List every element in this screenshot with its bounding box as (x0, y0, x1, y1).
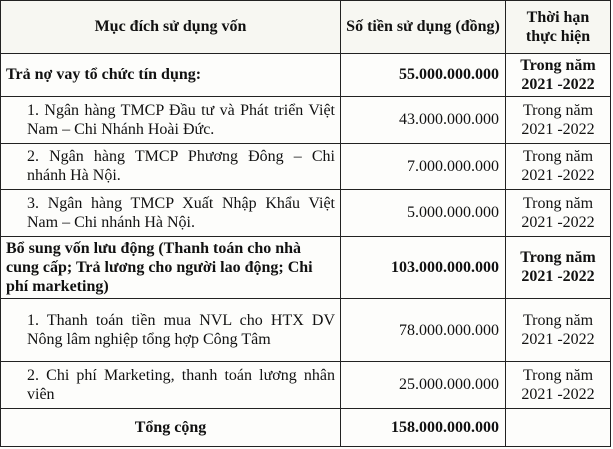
item-amount: 78.000.000.000 (341, 299, 506, 362)
item-label: 1. Thanh toán tiền mua NVL cho HTX DV Nông lâm nghiệp tổng hợp Công Tâm (1, 299, 341, 362)
item-period: Trong năm 2021 -2022 (506, 143, 611, 190)
header-purpose: Mục đích sử dụng vốn (1, 1, 341, 54)
total-amount: 158.000.000.000 (341, 408, 506, 447)
group-amount: 103.000.000.000 (341, 236, 506, 299)
total-label: Tổng cộng (1, 408, 341, 447)
group-period: Trong năm 2021 -2022 (506, 236, 611, 299)
table-row (1, 190, 611, 237)
group-title: Trả nợ vay tổ chức tín dụng: (1, 53, 341, 96)
table-row (1, 143, 611, 190)
item-amount: 43.000.000.000 (341, 97, 506, 144)
item-label: 2. Ngân hàng TMCP Phương Đông – Chi nhánh Hà Nội. (1, 143, 341, 190)
header-amount: Số tiền sử dụng (đồng) (341, 1, 506, 54)
group-amount: 55.000.000.000 (341, 53, 506, 96)
item-label: 3. Ngân hàng TMCP Xuất Nhập Khẩu Việt Nam – Chi nhánh Hà Nội. (1, 190, 341, 237)
table-row (1, 97, 611, 144)
item-amount: 5.000.000.000 (341, 190, 506, 237)
item-period: Trong năm 2021 -2022 (506, 299, 611, 362)
group-period: Trong năm 2021 -2022 (506, 53, 611, 96)
total-row (1, 408, 611, 447)
item-label: 1. Ngân hàng TMCP Đầu tư và Phát triển Việt Nam – Chi Nhánh Hoài Đức. (1, 97, 341, 144)
table-row (1, 361, 611, 408)
item-amount: 25.000.000.000 (341, 361, 506, 408)
header-period: Thời hạn thực hiện (506, 1, 611, 54)
group-title: Bổ sung vốn lưu động (Thanh toán cho nhà cung cấp; Trả lương cho người lao động; Chi phí marketing) (1, 236, 341, 299)
table-header-row (1, 1, 611, 54)
item-label: 2. Chi phí Marketing, thanh toán lương nhân viên (1, 361, 341, 408)
item-period: Trong năm 2021 -2022 (506, 97, 611, 144)
group-row-debt-repayment (1, 53, 611, 96)
item-period: Trong năm 2021 -2022 (506, 361, 611, 408)
item-amount: 7.000.000.000 (341, 143, 506, 190)
item-period: Trong năm 2021 -2022 (506, 190, 611, 237)
table-row (1, 299, 611, 362)
group-row-working-capital (1, 236, 611, 299)
total-period (506, 408, 611, 447)
